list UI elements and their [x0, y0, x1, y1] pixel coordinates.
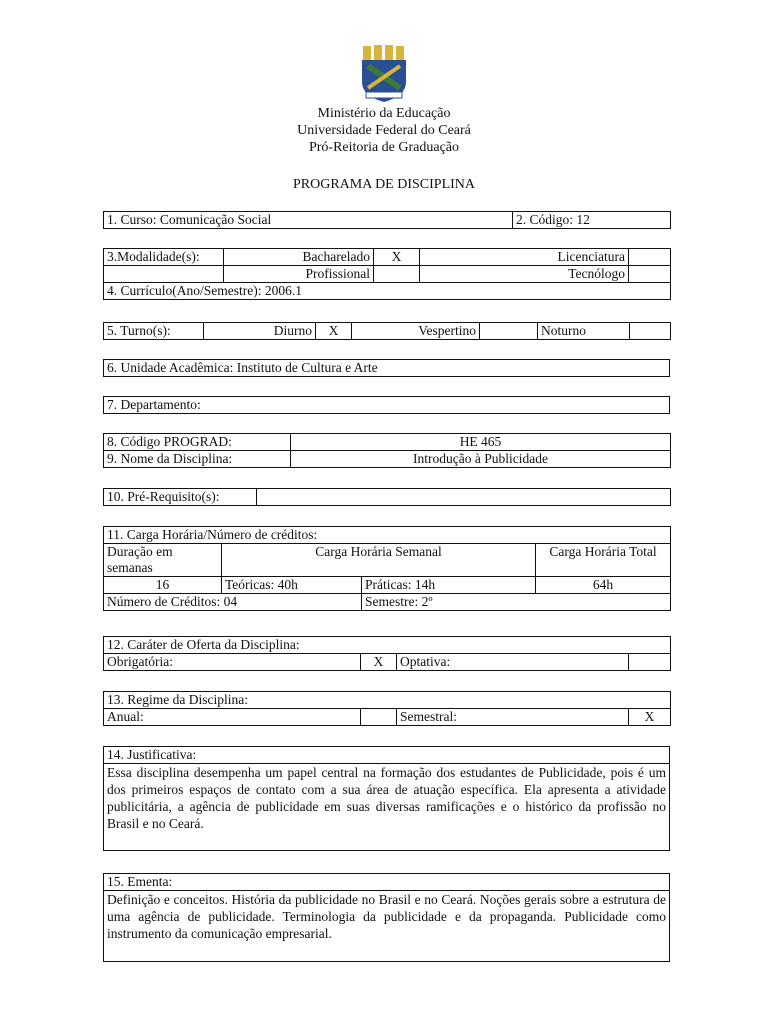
semestral-label: Semestral: [397, 709, 629, 726]
carga-title: 11. Carga Horária/Número de créditos: [104, 527, 671, 544]
discipline-name-value: Introdução à Publicidade [291, 451, 671, 468]
prograd-code-value: HE 465 [291, 434, 671, 451]
prerequisite-value [257, 489, 671, 506]
licenciatura-mark [629, 249, 671, 266]
weeks-value: 16 [104, 577, 222, 594]
noturno-label: Noturno [538, 323, 630, 340]
modalidade-label: 3.Modalidade(s): [104, 249, 224, 266]
vespertino-mark [480, 323, 538, 340]
prerequisito-table [103, 488, 671, 506]
unidade-field: 6. Unidade Acadêmica: Instituto de Cultura e Arte [104, 360, 670, 377]
bacharelado-label: Bacharelado [224, 249, 374, 266]
obrigatoria-label: Obrigatória: [104, 654, 361, 671]
total-hours-value: 64h [536, 577, 671, 594]
university-name: Universidade Federal do Ceará [297, 123, 471, 138]
regime-table [103, 691, 671, 726]
noturno-mark [630, 323, 671, 340]
justificativa-text: Essa disciplina desempenha um papel central na formação dos estudantes de Publicidade, pois é um dos primeiros espaços de contato com a sua área de atuação específica. Ela apresenta a atividade publicitária, a agência de publicidade em suas diversas ramificações e o histórico da profissão no Brasil e no Ceará. [104, 764, 670, 851]
ministry-name: Ministério da Educação [317, 106, 451, 121]
carga-table [103, 526, 671, 611]
pro-rectory-name: Pró-Reitoria de Graduação [308, 140, 460, 155]
obrigatoria-mark: X [361, 654, 397, 671]
ementa-text: Definição e conceitos. História da publicidade no Brasil e no Ceará. Noções gerais sobre a estrutura de uma agência de publicidade. Terminologia da publicidade e da propaganda. Publicidade como instrumento da comunicação empresarial. [104, 891, 670, 962]
regime-title: 13. Regime da Disciplina: [104, 692, 671, 709]
anual-label: Anual: [104, 709, 361, 726]
turno-label: 5. Turno(s): [104, 323, 204, 340]
licenciatura-label: Licenciatura [420, 249, 629, 266]
duration-label: Duração em semanas [104, 544, 222, 577]
weekly-hours-label: Carga Horária Semanal [222, 544, 536, 577]
theory-hours: Teóricas: 40h [222, 577, 362, 594]
prograd-table [103, 433, 671, 468]
ementa-table [103, 873, 670, 962]
bacharelado-mark: X [374, 249, 420, 266]
justificativa-title: 14. Justificativa: [104, 747, 670, 764]
anual-mark [361, 709, 397, 726]
semester-field: Semestre: 2º [362, 594, 671, 611]
tecnologo-label: Tecnólogo [420, 266, 629, 283]
practice-hours: Práticas: 14h [362, 577, 536, 594]
tecnologo-mark [629, 266, 671, 283]
credits-field: Número de Créditos: 04 [104, 594, 362, 611]
carater-title: 12. Caráter de Oferta da Disciplina: [104, 637, 671, 654]
ufc-crest-logo [358, 44, 410, 104]
curso-table [103, 211, 671, 229]
profissional-label: Profissional [224, 266, 374, 283]
discipline-name-label: 9. Nome da Disciplina: [104, 451, 291, 468]
curriculo-field: 4. Currículo(Ano/Semestre): 2006.1 [104, 283, 671, 300]
unidade-table [103, 359, 670, 377]
total-hours-label: Carga Horária Total [536, 544, 671, 577]
turno-table [103, 322, 671, 340]
carater-table [103, 636, 671, 671]
vespertino-label: Vespertino [352, 323, 480, 340]
optativa-label: Optativa: [397, 654, 629, 671]
optativa-mark [629, 654, 671, 671]
modalidade-table [103, 248, 671, 300]
profissional-mark [374, 266, 420, 283]
diurno-label: Diurno [204, 323, 316, 340]
semestral-mark: X [629, 709, 671, 726]
codigo-field: 2. Código: 12 [513, 212, 671, 229]
departamento-table [103, 396, 670, 414]
ementa-title: 15. Ementa: [104, 874, 670, 891]
curso-field: 1. Curso: Comunicação Social [104, 212, 513, 229]
justificativa-table [103, 746, 670, 851]
document-title: PROGRAMA DE DISCIPLINA [292, 177, 476, 192]
prograd-code-label: 8. Código PROGRAD: [104, 434, 291, 451]
prerequisite-label: 10. Pré-Requisito(s): [104, 489, 257, 506]
departamento-field: 7. Departamento: [104, 397, 670, 414]
diurno-mark: X [316, 323, 352, 340]
